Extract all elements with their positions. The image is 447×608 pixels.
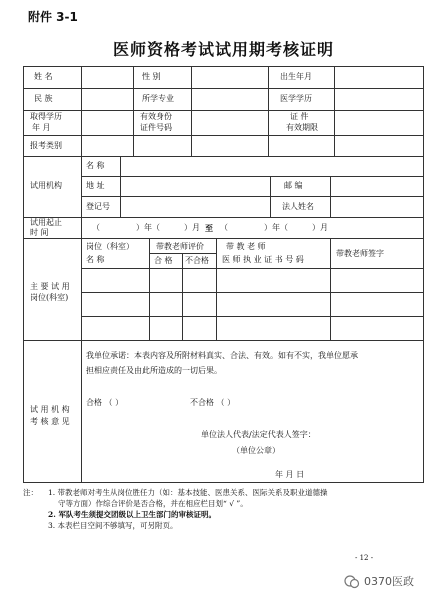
watermark-text: 0370医政 <box>364 575 414 588</box>
degree-label: 医学学历 <box>280 94 312 103</box>
col-post-b: 名 称 <box>86 255 105 264</box>
col-post-a: 岗位（科室） <box>86 242 134 251</box>
birth-label: 出生年月 <box>280 72 312 81</box>
org-label: 试用机构 <box>30 181 62 190</box>
ethnic-label: 民 族 <box>34 94 53 103</box>
col-cert-b: 医 师 执 业 证 书 号 码 <box>222 255 304 264</box>
postcode-label: 邮 编 <box>284 181 303 190</box>
period-to: 至 <box>205 223 213 233</box>
regno-label: 登记号 <box>86 202 110 211</box>
to-year-close: ）年（ <box>264 223 288 232</box>
promise-line-b: 担相应责任及由此所造成的一切后果。 <box>86 366 222 375</box>
grad-label-a: 取得学历 <box>30 112 62 121</box>
from-month: ）月 <box>184 223 200 232</box>
from-year-close: ）年（ <box>136 223 160 232</box>
form-title: 医师资格考试试用期考核证明 <box>112 40 334 59</box>
idno-label-b: 证件号码 <box>140 123 172 132</box>
to-year-open: （ <box>220 223 228 232</box>
opinion-pass: 合格 （ ） <box>86 398 124 407</box>
valid-label-a: 证 件 <box>290 112 309 121</box>
note-2: 2. 军队考生须提交团级以上卫生部门的审核证明。 <box>48 510 216 519</box>
col-eval: 带教老师评价 <box>156 242 204 251</box>
idno-label-a: 有效身份 <box>140 112 172 121</box>
opinion-label-b: 考 核 意 见 <box>30 417 70 426</box>
opinion-label-a: 试 用 机 构 <box>30 405 70 414</box>
gender-label: 性 别 <box>142 72 161 81</box>
grad-label-b: 年 月 <box>32 123 51 132</box>
attachment-label: 附件 3-1 <box>28 10 78 24</box>
opinion-date: 年 月 日 <box>275 470 305 479</box>
col-pass: 合 格 <box>154 256 173 265</box>
posts-label-b: 岗位(科室) <box>30 293 69 302</box>
opinion-fail: 不合格 （ ） <box>190 398 236 407</box>
valid-label-b: 有效期限 <box>286 123 318 132</box>
seal-label: （单位公章） <box>232 446 280 455</box>
period-label-b: 时 间 <box>30 228 49 237</box>
col-cert-a: 带 教 老 师 <box>226 242 266 251</box>
form-table <box>23 66 424 483</box>
signature-label: 单位法人代表/法定代表人签字： <box>201 430 316 439</box>
legal-label: 法人姓名 <box>282 202 314 211</box>
notes-label: 注： <box>23 488 38 497</box>
col-sign: 带教老师签字 <box>336 249 384 258</box>
col-fail: 不合格 <box>185 256 209 265</box>
posts-label-a: 主 要 试 用 <box>30 282 70 291</box>
org-address-label: 地 址 <box>86 181 105 190</box>
note-3: 3. 本表栏目空间不够填写，可另附页。 <box>48 521 178 530</box>
org-name-label: 名 称 <box>86 161 105 170</box>
note-1b: 守等方面）作综合评价是否合格，并在相应栏目划“ √ ”。 <box>58 499 248 508</box>
from-year-open: （ <box>92 223 100 232</box>
promise-line-a: 我单位承诺：本表内容及所附材料真实、合法、有效。如有不实，我单位愿承 <box>86 351 358 360</box>
chat-bubble-icon <box>344 574 360 590</box>
name-label: 姓 名 <box>34 72 53 81</box>
note-1a: 1. 带教老师对考生从岗位胜任力（如：基本技能、医患关系、医际关系及职业道德操 <box>48 488 328 497</box>
period-label-a: 试用起止 <box>30 218 62 227</box>
to-month: ）月 <box>312 223 328 232</box>
category-label: 报考类别 <box>30 141 62 150</box>
page-number: - 12 - <box>355 554 374 562</box>
major-label: 所学专业 <box>142 94 174 103</box>
